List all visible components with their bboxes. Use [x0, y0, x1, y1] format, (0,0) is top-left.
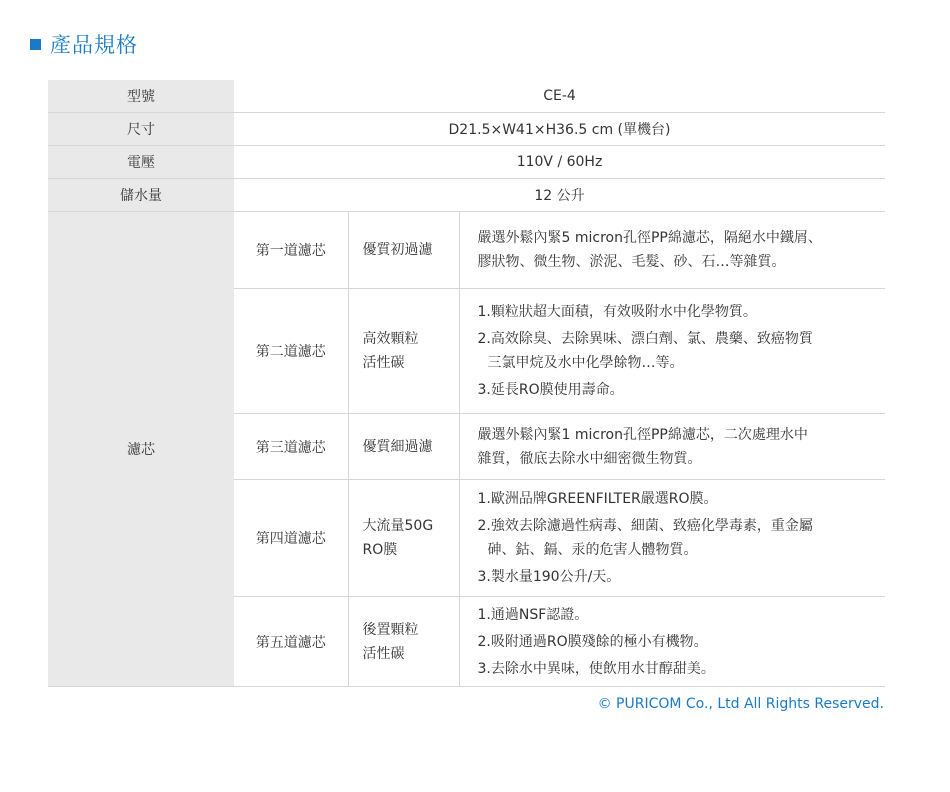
filter-description	[459, 212, 885, 289]
filter-desc-line: 3.製水量190公升/天。	[477, 569, 621, 585]
filter-name	[348, 597, 459, 687]
filter-desc-line: 嚴選外鬆內緊1 micron孔徑PP綿濾芯，二次處理水中	[477, 426, 808, 443]
filter-name	[348, 414, 459, 480]
filter-name-line: 優質初過濾	[362, 242, 433, 258]
spec-row-size	[48, 113, 885, 146]
filter-desc-item	[478, 565, 876, 589]
filter-description	[459, 597, 885, 687]
filter-name	[348, 480, 459, 597]
filter-label: 濾芯	[48, 212, 234, 687]
spec-value: D21.5×W41×H36.5 cm (單機台)	[234, 113, 885, 146]
filter-name-line: 高效顆粒	[362, 331, 419, 347]
filter-desc-item	[478, 487, 876, 511]
filter-desc-line: 膠狀物、微生物、淤泥、毛髮、砂、石…等雜質。	[477, 254, 786, 270]
filter-desc-line: 2.吸附通過RO膜殘餘的極小有機物。	[477, 633, 708, 650]
filter-desc-line: 2.高效除臭、去除異味、漂白劑、氯、農藥、致癌物質	[477, 331, 813, 347]
filter-stage: 第五道濾芯	[234, 597, 348, 687]
filter-stage: 第二道濾芯	[234, 289, 348, 414]
filter-desc-line: 砷、鈷、鎘、汞的危害人體物質。	[487, 542, 698, 558]
spec-row-model	[48, 80, 885, 113]
spec-table	[48, 80, 885, 687]
filter-desc-line: 3.延長RO膜使用壽命。	[477, 382, 624, 398]
filter-desc-item	[478, 657, 876, 681]
filter-name-line: 優質細過濾	[362, 438, 433, 455]
filter-desc-item	[478, 327, 876, 375]
filter-name	[348, 289, 459, 414]
filter-desc-line: 嚴選外鬆內緊5 micron孔徑PP綿濾芯，隔絕水中鐵屑、	[477, 230, 822, 246]
filter-name-line: 後置顆粒	[362, 621, 419, 638]
filter-stage: 第三道濾芯	[234, 414, 348, 480]
filter-desc-line: 2.強效去除濾過性病毒、細菌、致癌化學毒素，重金屬	[477, 518, 813, 534]
filter-desc-line: 三氯甲烷及水中化學餘物…等。	[487, 355, 684, 371]
filter-desc-line: 1.歐洲品牌GREENFILTER嚴選RO膜。	[477, 491, 718, 507]
filter-description	[459, 289, 885, 414]
filter-desc-item	[478, 630, 876, 654]
copyright-notice: © PURICOM Co., Ltd All Rights Reserved.	[597, 696, 884, 712]
filter-desc-line: 3.去除水中異味，使飲用水甘醇甜美。	[477, 660, 715, 677]
spec-label: 電壓	[48, 146, 234, 179]
filter-desc-line: 雜質，徹底去除水中細密微生物質。	[477, 450, 702, 467]
spec-value: 110V / 60Hz	[234, 146, 885, 179]
spec-row-capacity	[48, 179, 885, 212]
spec-label: 尺寸	[48, 113, 234, 146]
filter-stage: 第四道濾芯	[234, 480, 348, 597]
spec-value: 12 公升	[234, 179, 885, 212]
filter-name-line: 大流量50G	[362, 518, 434, 534]
square-bullet-icon	[30, 39, 41, 50]
filter-desc-line: 1.顆粒狀超大面積，有效吸附水中化學物質。	[477, 304, 757, 320]
spec-value: CE-4	[234, 80, 885, 113]
filter-name	[348, 212, 459, 289]
filter-desc-item	[478, 300, 876, 324]
filter-desc-item	[478, 514, 876, 562]
filter-description	[459, 480, 885, 597]
filter-name-line: 活性碳	[362, 645, 405, 662]
spec-label: 儲水量	[48, 179, 234, 212]
filter-desc-line: 1.通過NSF認證。	[477, 606, 589, 623]
filter-description	[459, 414, 885, 480]
filter-desc-item	[478, 603, 876, 627]
filter-name-line: RO膜	[362, 542, 398, 558]
spec-label: 型號	[48, 80, 234, 113]
page-title: 產品規格	[50, 33, 138, 57]
filter-desc-item	[478, 378, 876, 402]
filter-row-1	[48, 212, 885, 289]
section-header	[30, 28, 138, 60]
filter-stage: 第一道濾芯	[234, 212, 348, 289]
filter-name-line: 活性碳	[362, 355, 405, 371]
spec-row-voltage	[48, 146, 885, 179]
